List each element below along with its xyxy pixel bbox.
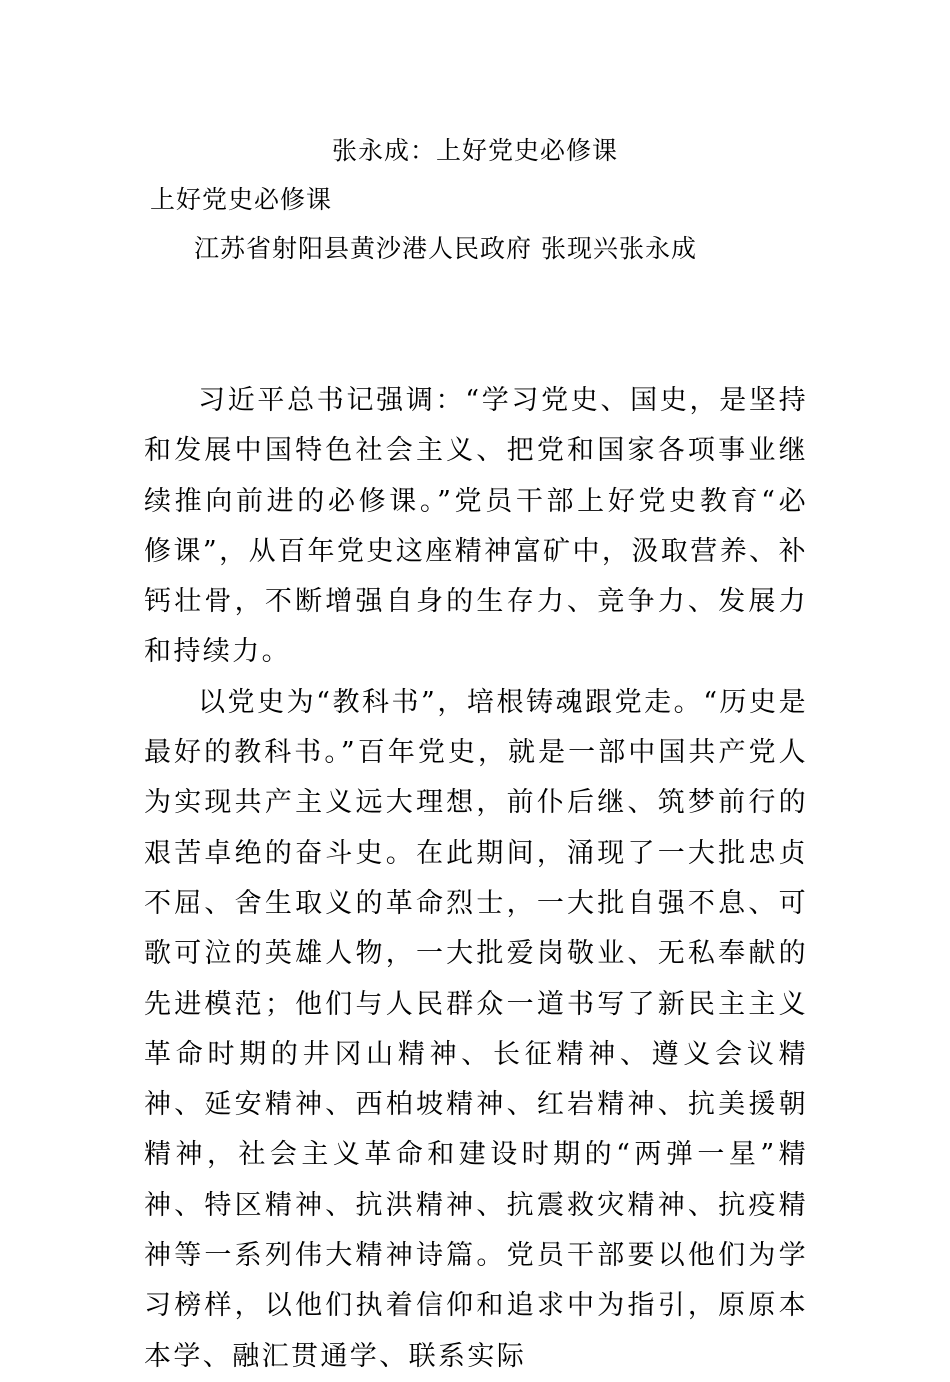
document-body <box>144 376 808 1382</box>
document-title: 张永成：上好党史必修课 <box>331 136 618 165</box>
paragraph-1: 习近平总书记强调：“学习党史、国史，是坚持和发展中国特色社会主义、把党和国家各项事业继续推向前进的必修课。”党员干部上好党史教育“必修课”，从百年党史这座精神富矿中，汲取营养、补钙壮骨，不断增强自身的生存力、竞争力、发展力和持续力。 <box>144 385 808 668</box>
author-line: 江苏省射阳县黄沙港人民政府 张现兴张永成 <box>194 234 697 263</box>
document-subtitle: 上好党史必修课 <box>150 185 333 214</box>
paragraph-2: 以党史为“教科书”，培根铸魂跟党走。“历史是最好的教科书。”百年党史，就是一部中国共产党人为实现共产主义远大理想，前仆后继、筑梦前行的艰苦卓绝的奋斗史。在此期间，涌现了一大批忠贞不屈、舍生取义的革命烈士，一大批自强不息、可歌可泣的英雄人物，一大批爱岗敬业、无私奉献的先进模范；他们与人民群众一道书写了新民主主义革命时期的井冈山精神、长征精神、遵义会议精神、延安精神、西柏坡精神、红岩精神、抗美援朝精神，社会主义革命和建设时期的“两弹一星”精神、特区精神、抗洪精神、抗震救灾精神、抗疫精神等一系列伟大精神诗篇。党员干部要以他们为学习榜样，以他们执着信仰和追求中为指引，原原本本学、融汇贯通学、联系实际 <box>144 686 808 1372</box>
